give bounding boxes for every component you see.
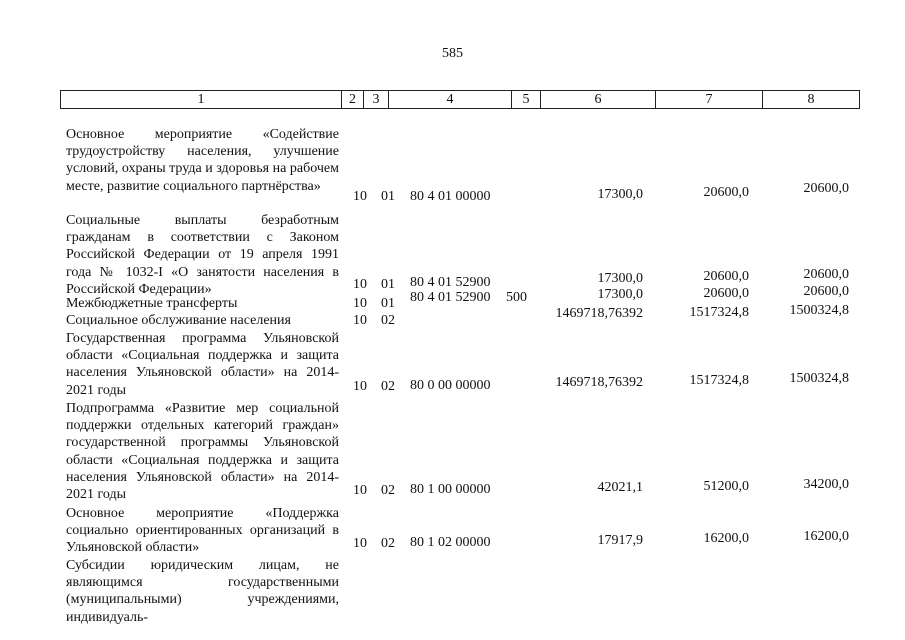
row-section-code: 10: [353, 189, 367, 204]
row-section-code: 10: [353, 483, 367, 498]
row-amount-col8: 1500324,8: [789, 371, 849, 386]
row-amount-col6: 1469718,76392: [555, 306, 643, 321]
row-amount-col6: 42021,1: [597, 480, 643, 495]
row-amount-col7: 20600,0: [703, 286, 749, 301]
row-amount-col8: 16200,0: [803, 529, 849, 544]
row-amount-col6: 17300,0: [597, 287, 643, 302]
column-header-7: 7: [656, 91, 763, 109]
row-description: Межбюджетные трансферты: [66, 296, 238, 311]
row-description: Подпрограмма «Развитие мер социальной поддержки отдельных категорий граждан» государственной программы Ульяновской области «Социальная поддержка и защита населения Ульяновской области» на 2014-2021 годы: [66, 401, 339, 503]
row-target-article-code: 80 4 01 00000: [410, 189, 491, 204]
row-section-code: 10: [353, 313, 367, 328]
row-amount-col8: 20600,0: [803, 284, 849, 299]
row-amount-col8: 1500324,8: [789, 303, 849, 318]
page-number: 585: [442, 46, 463, 61]
row-amount-col8: 20600,0: [803, 267, 849, 282]
row-target-article-code: 80 4 01 52900: [410, 290, 491, 305]
column-header-table: [60, 90, 860, 109]
row-subsection-code: 01: [381, 277, 395, 292]
row-amount-col8: 34200,0: [803, 477, 849, 492]
row-target-article-code: 80 0 00 00000: [410, 378, 491, 393]
column-header-row: [61, 91, 860, 109]
row-target-article-code: 80 1 00 00000: [410, 482, 491, 497]
row-section-code: 10: [353, 277, 367, 292]
column-header-1: 1: [61, 91, 342, 109]
row-description: Государственная программа Ульяновской области «Социальная поддержка и защита населения Ульяновской области» на 2014-2021 годы: [66, 331, 339, 398]
row-subsection-code: 01: [381, 296, 395, 311]
row-description: Основное мероприятие «Поддержка социально ориентированных организаций в Ульяновской области»: [66, 506, 339, 556]
column-header-4: 4: [389, 91, 512, 109]
row-subsection-code: 01: [381, 189, 395, 204]
row-amount-col7: 1517324,8: [689, 373, 749, 388]
column-header-8: 8: [763, 91, 860, 109]
column-header-2: 2: [342, 91, 364, 109]
row-subsection-code: 02: [381, 313, 395, 328]
row-subsection-code: 02: [381, 536, 395, 551]
row-amount-col6: 17300,0: [597, 187, 643, 202]
row-amount-col7: 51200,0: [703, 479, 749, 494]
column-header-3: 3: [364, 91, 389, 109]
row-amount-col7: 20600,0: [703, 269, 749, 284]
row-subsection-code: 02: [381, 483, 395, 498]
row-section-code: 10: [353, 536, 367, 551]
column-header-6: 6: [541, 91, 656, 109]
row-amount-col6: 1469718,76392: [555, 375, 643, 390]
row-amount-col6: 17917,9: [597, 533, 643, 548]
row-description: Субсидии юридическим лицам, не являющимся государственными (муниципальными) учреждениями, индивидуаль-: [66, 558, 339, 625]
row-amount-col8: 20600,0: [803, 181, 849, 196]
row-section-code: 10: [353, 296, 367, 311]
row-subsection-code: 02: [381, 379, 395, 394]
row-amount-col7: 16200,0: [703, 531, 749, 546]
row-description: Социальные выплаты безработным гражданам в соответствии с Законом Российской Федерации от 19 апреля 1991 года № 1032-I «О занятости населения в Российской Федерации»: [66, 213, 339, 297]
row-target-article-code: 80 4 01 52900: [410, 275, 491, 290]
row-description: Социальное обслуживание населения: [66, 313, 291, 328]
row-expense-type-code: 500: [506, 290, 527, 305]
row-amount-col7: 1517324,8: [689, 305, 749, 320]
row-amount-col6: 17300,0: [597, 271, 643, 286]
column-header-5: 5: [512, 91, 541, 109]
row-target-article-code: 80 1 02 00000: [410, 535, 491, 550]
row-amount-col7: 20600,0: [703, 185, 749, 200]
row-description: Основное мероприятие «Содействие трудоустройству населения, улучшение условий, охраны труда и здоровья на рабочем месте, развитие социального партнёрства»: [66, 127, 339, 194]
row-section-code: 10: [353, 379, 367, 394]
